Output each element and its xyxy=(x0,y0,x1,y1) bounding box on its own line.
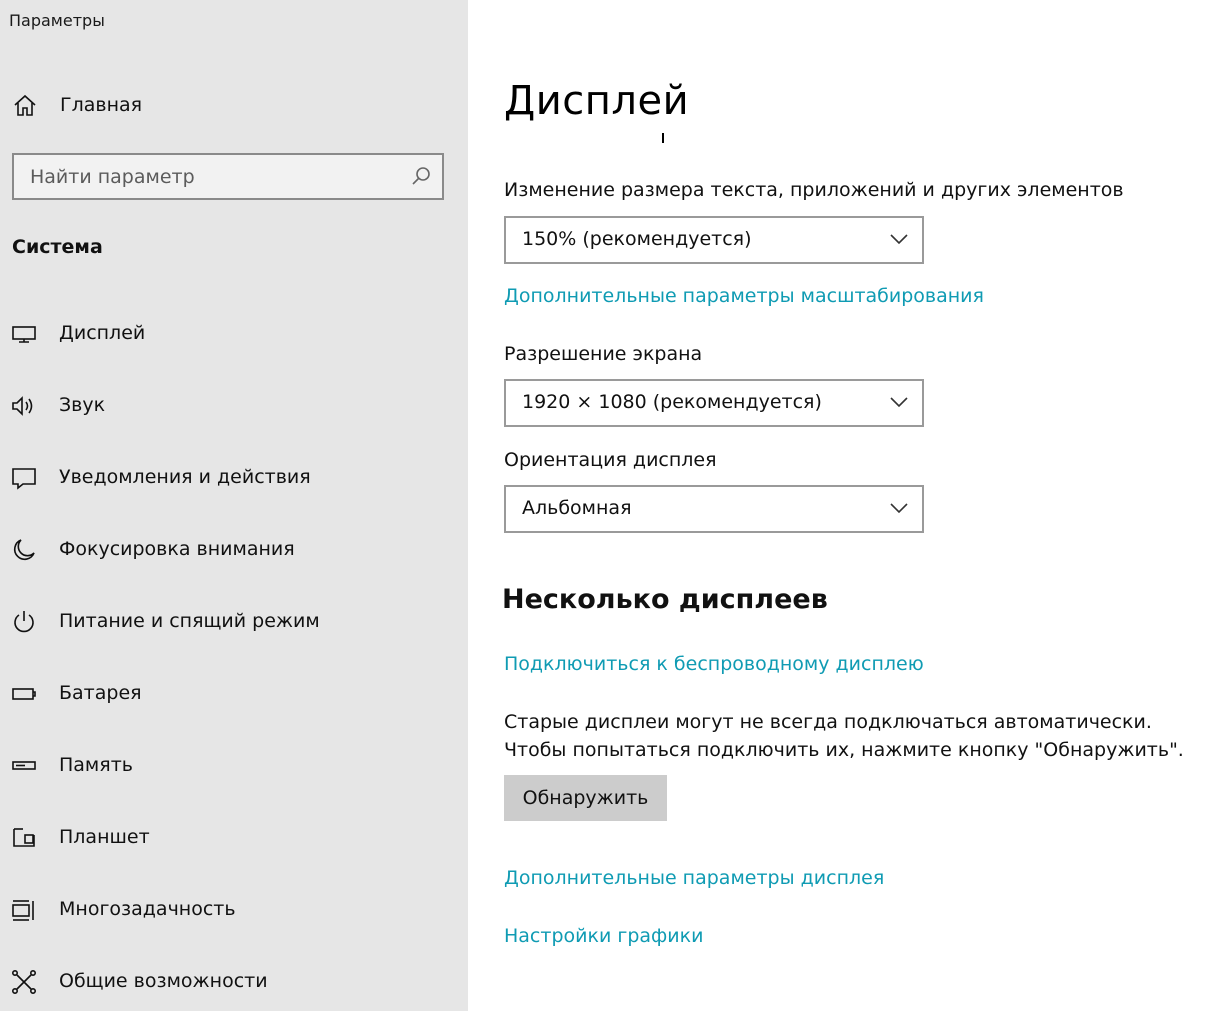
orientation-dropdown-value: Альбомная xyxy=(522,497,632,519)
sidebar-item-shared-experiences[interactable] xyxy=(0,952,468,1011)
tablet-icon xyxy=(11,825,37,851)
sidebar-item-label: Многозадачность xyxy=(59,898,236,920)
search-box[interactable] xyxy=(12,153,444,200)
battery-icon xyxy=(11,681,37,707)
resolution-dropdown[interactable] xyxy=(504,379,924,427)
sidebar-item-display[interactable] xyxy=(0,304,468,364)
advanced-display-link[interactable]: Дополнительные параметры дисплея xyxy=(504,867,885,889)
resolution-dropdown-value: 1920 × 1080 (рекомендуется) xyxy=(522,391,822,413)
scale-dropdown-value: 150% (рекомендуется) xyxy=(522,228,752,250)
notification-icon xyxy=(11,465,37,491)
sidebar-item-tablet[interactable] xyxy=(0,808,468,868)
search-icon[interactable] xyxy=(410,165,432,187)
scale-dropdown[interactable] xyxy=(504,216,924,264)
wireless-display-link[interactable]: Подключиться к беспроводному дисплею xyxy=(504,653,924,675)
main-content xyxy=(468,0,1213,1011)
sidebar-item-sound[interactable] xyxy=(0,376,468,436)
chevron-down-icon xyxy=(890,502,908,514)
search-input[interactable] xyxy=(14,155,394,198)
shared-experiences-icon xyxy=(11,969,37,995)
sidebar-item-power-sleep[interactable] xyxy=(0,592,468,652)
advanced-scaling-link[interactable]: Дополнительные параметры масштабирования xyxy=(504,285,984,307)
scale-label: Изменение размера текста, приложений и других элементов xyxy=(504,179,1124,201)
sidebar-item-notifications[interactable] xyxy=(0,448,468,508)
sidebar-item-label: Дисплей xyxy=(59,322,146,344)
orientation-dropdown[interactable] xyxy=(504,485,924,533)
detect-button[interactable]: Обнаружить xyxy=(504,775,667,821)
speaker-icon xyxy=(11,393,37,419)
monitor-icon xyxy=(11,321,37,347)
detect-description-line1: Старые дисплеи могут не всегда подключаться автоматически. xyxy=(504,711,1152,733)
title-divider-mark xyxy=(662,133,664,143)
graphics-settings-link[interactable]: Настройки графики xyxy=(504,925,704,947)
sidebar-item-multitasking[interactable] xyxy=(0,880,468,940)
resolution-label: Разрешение экрана xyxy=(504,343,703,365)
sidebar-item-storage[interactable] xyxy=(0,736,468,796)
power-icon xyxy=(11,609,37,635)
orientation-label: Ориентация дисплея xyxy=(504,449,717,471)
sidebar-item-label: Память xyxy=(59,754,133,776)
home-icon xyxy=(12,93,38,119)
sidebar-home[interactable] xyxy=(0,84,468,128)
chevron-down-icon xyxy=(890,233,908,245)
sidebar-home-label: Главная xyxy=(60,94,143,116)
app-title: Параметры xyxy=(9,11,105,30)
sidebar-item-label: Батарея xyxy=(59,682,142,704)
multiple-displays-heading: Несколько дисплеев xyxy=(502,584,828,615)
chevron-down-icon xyxy=(890,396,908,408)
sidebar-item-label: Планшет xyxy=(59,826,150,848)
sidebar-item-label: Уведомления и действия xyxy=(59,466,311,488)
sidebar-item-label: Общие возможности xyxy=(59,970,268,992)
sidebar-item-label: Фокусировка внимания xyxy=(59,538,295,560)
sidebar-item-focus-assist[interactable] xyxy=(0,520,468,580)
sidebar xyxy=(0,0,468,1011)
sidebar-item-battery[interactable] xyxy=(0,664,468,724)
storage-icon xyxy=(11,753,37,779)
moon-icon xyxy=(11,537,37,563)
page-title: Дисплей xyxy=(504,78,690,124)
detect-description-line2: Чтобы попытаться подключить их, нажмите кнопку "Обнаружить". xyxy=(504,739,1184,761)
sidebar-item-label: Питание и спящий режим xyxy=(59,610,320,632)
multitasking-icon xyxy=(11,897,37,923)
sidebar-item-label: Звук xyxy=(59,394,106,416)
section-title: Система xyxy=(12,236,103,258)
